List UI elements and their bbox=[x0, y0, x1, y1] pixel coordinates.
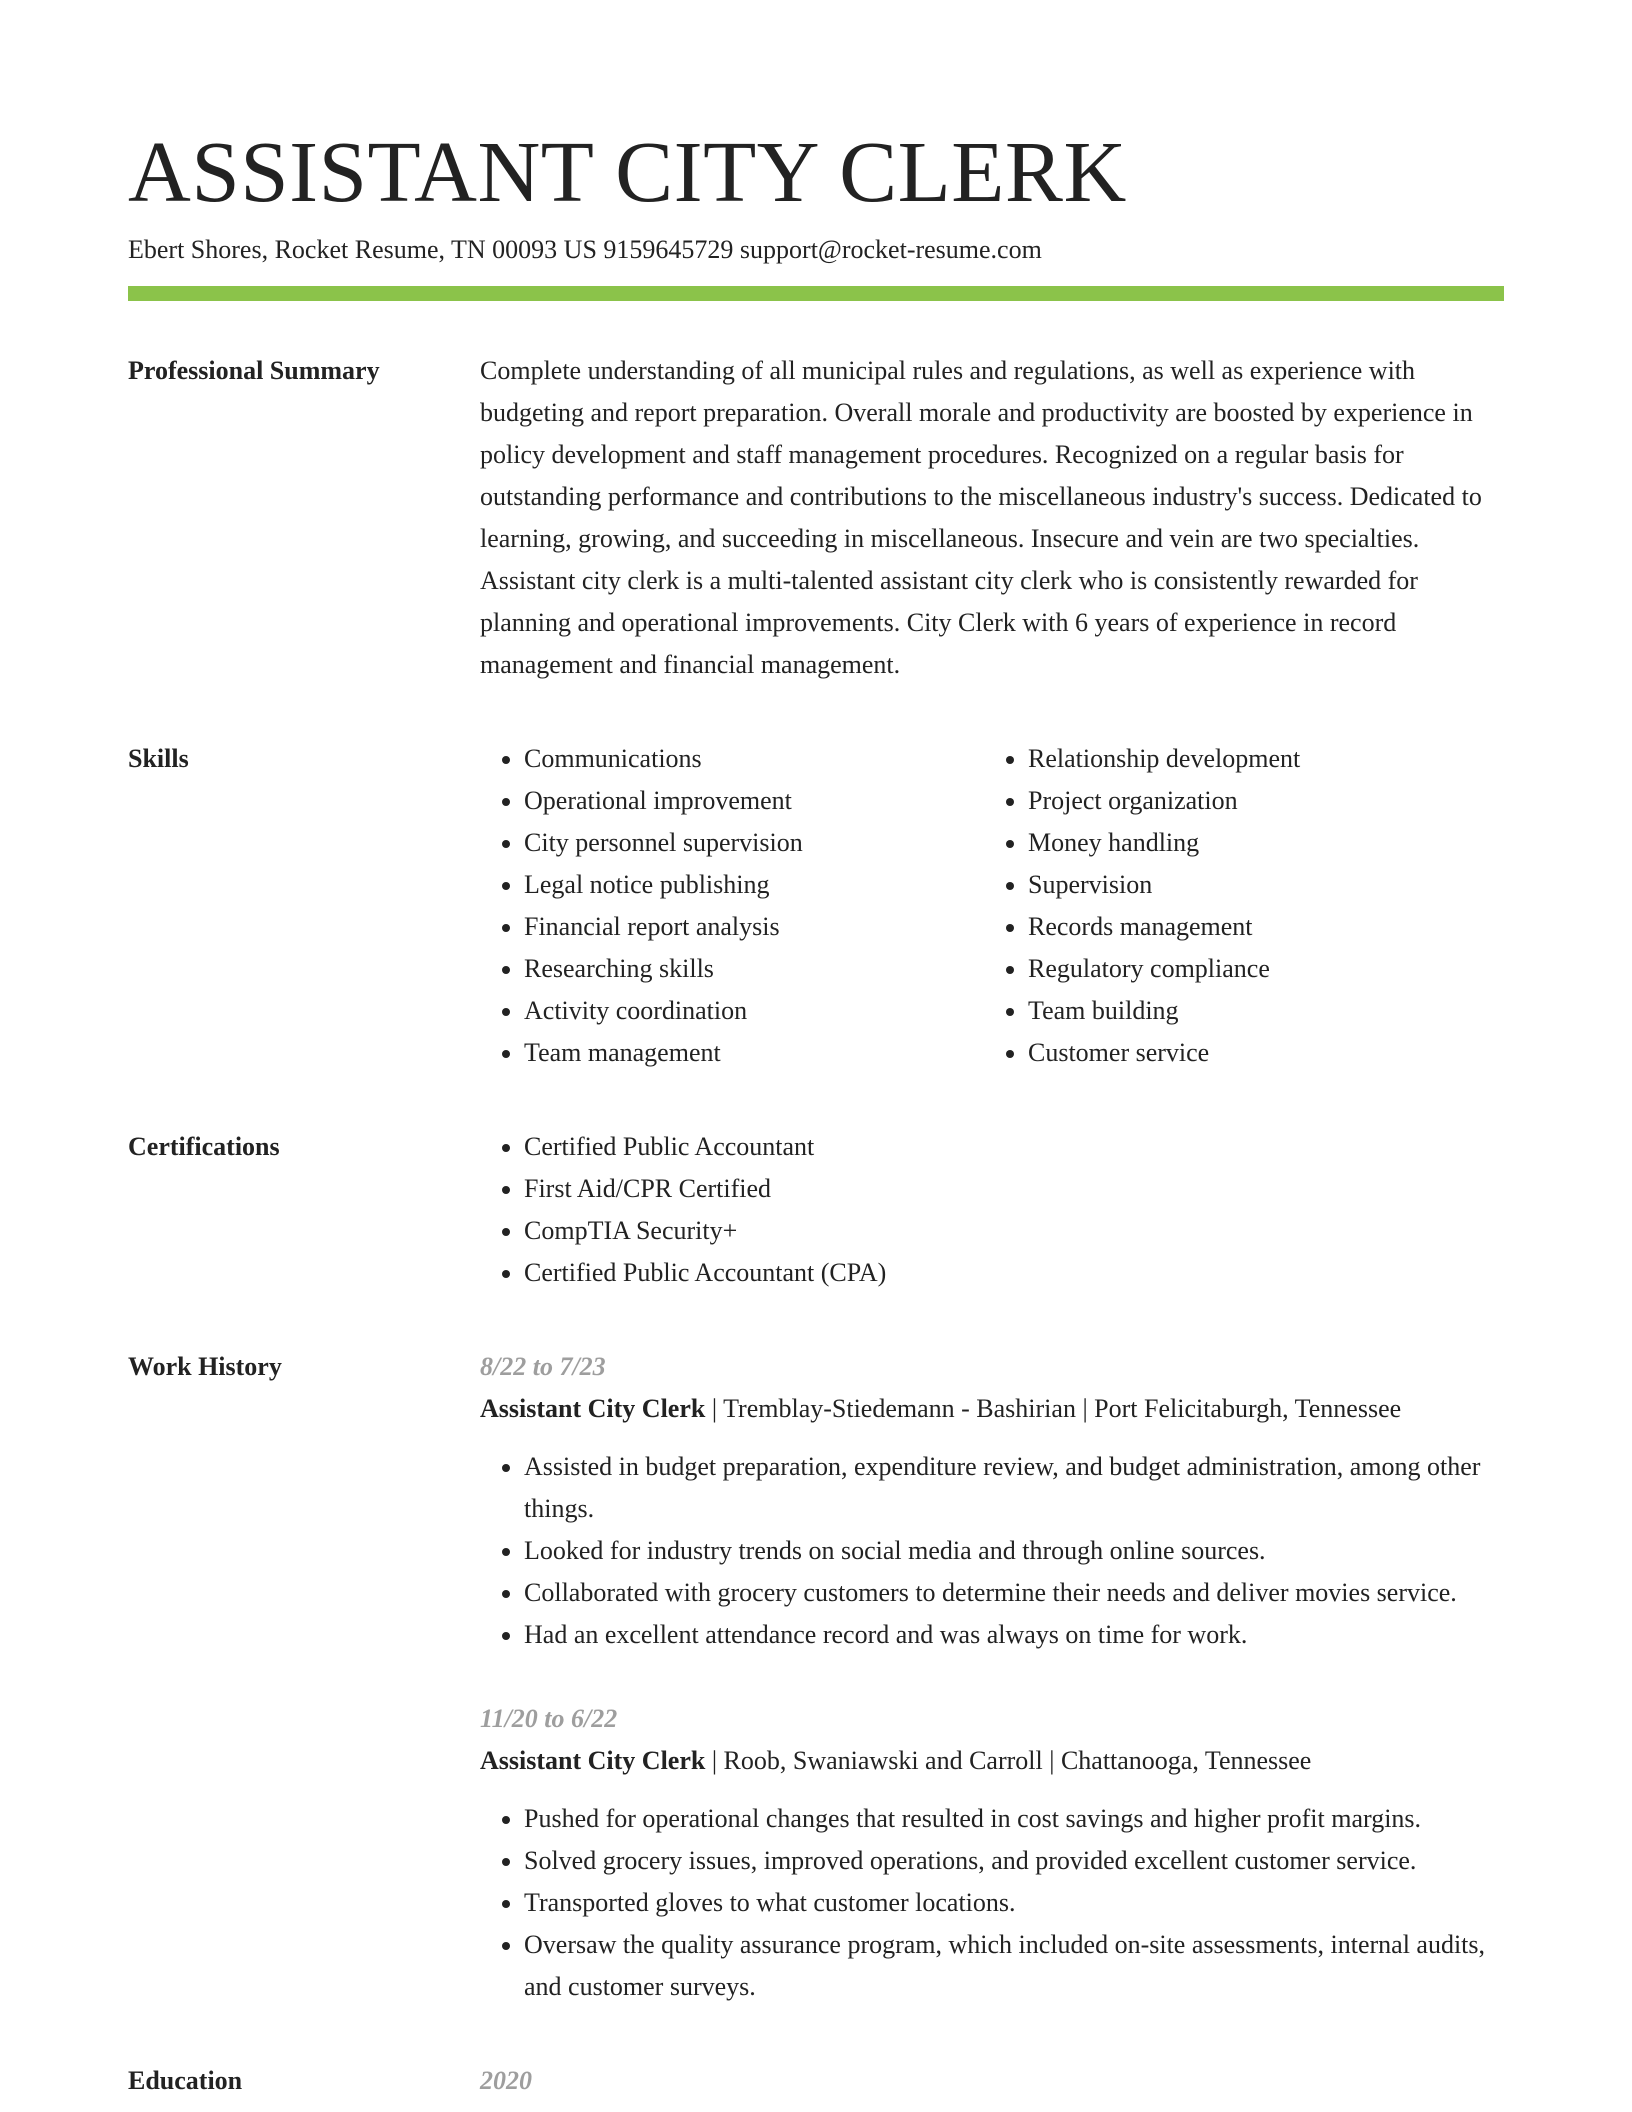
job-entry bbox=[480, 1346, 1504, 1656]
skill-item: • Communications bbox=[524, 738, 984, 780]
header-divider bbox=[128, 286, 1504, 301]
skill-item: • City personnel supervision bbox=[524, 822, 984, 864]
education-section bbox=[128, 2060, 1504, 2102]
job-company-location: | Roob, Swaniawski and Carroll | Chattanooga, Tennessee bbox=[705, 1746, 1312, 1775]
job-header bbox=[480, 1388, 1504, 1430]
job-dates: 11/20 to 6/22 bbox=[480, 1704, 618, 1733]
job-bullet: • Assisted in budget preparation, expenditure review, and budget administration, among other things. bbox=[524, 1446, 1504, 1530]
summary-section bbox=[128, 350, 1504, 686]
skill-item: • Money handling bbox=[1028, 822, 1488, 864]
job-bullet: • Had an excellent attendance record and was always on time for work. bbox=[524, 1614, 1504, 1656]
skill-item: • Operational improvement bbox=[524, 780, 984, 822]
job-bullet: • Pushed for operational changes that resulted in cost savings and higher profit margins. bbox=[524, 1798, 1504, 1840]
skill-item: • Customer service bbox=[1028, 1032, 1488, 1074]
skills-section bbox=[128, 738, 1504, 1074]
certification-item: • Certified Public Accountant bbox=[524, 1126, 1504, 1168]
certifications-label: Certifications bbox=[128, 1132, 280, 1161]
job-bullet: • Oversaw the quality assurance program, which included on-site assessments, internal audits, and customer surveys. bbox=[524, 1924, 1504, 2008]
job-company-location: | Tremblay-Stiedemann - Bashirian | Port Felicitaburgh, Tennessee bbox=[705, 1394, 1402, 1423]
education-label: Education bbox=[128, 2066, 243, 2095]
skill-item: • Project organization bbox=[1028, 780, 1488, 822]
skill-item: • Researching skills bbox=[524, 948, 984, 990]
resume-page bbox=[128, 0, 1504, 2102]
skill-item: • Regulatory compliance bbox=[1028, 948, 1488, 990]
skills-label: Skills bbox=[128, 744, 189, 773]
work-history-section bbox=[128, 1346, 1504, 2008]
work-history-label: Work History bbox=[128, 1352, 282, 1381]
skill-item: • Relationship development bbox=[1028, 738, 1488, 780]
summary-text: Complete understanding of all municipal rules and regulations, as well as experience with budgeting and report preparation. Overall morale and productivity are boosted by experience in policy development and staff management procedures. Recognized on a regular basis for outstanding performance and contributions to the miscellaneous industry's success. Dedicated to learning, growing, and succeeding in miscellaneous. Insecure and vein are two specialties. Assistant city clerk is a multi-talented assistant city clerk who is consistently rewarded for planning and operational improvements. City Clerk with 6 years of experience in record management and financial management. bbox=[480, 356, 1482, 679]
skill-item: • Financial report analysis bbox=[524, 906, 984, 948]
candidate-name: ASSISTANT CITY CLERK bbox=[128, 123, 1127, 220]
skill-item: • Activity coordination bbox=[524, 990, 984, 1032]
skill-item: • Supervision bbox=[1028, 864, 1488, 906]
job-header bbox=[480, 1740, 1504, 1782]
job-bullet: • Looked for industry trends on social media and through online sources. bbox=[524, 1530, 1504, 1572]
skill-item: • Team building bbox=[1028, 990, 1488, 1032]
certifications-section bbox=[128, 1126, 1504, 1294]
job-bullet: • Transported gloves to what customer locations. bbox=[524, 1882, 1504, 1924]
skills-column-2 bbox=[984, 738, 1488, 1074]
contact-line: Ebert Shores, Rocket Resume, TN 00093 US 9159645729 support@rocket-resume.com bbox=[128, 235, 1042, 264]
certification-item: • CompTIA Security+ bbox=[524, 1210, 1504, 1252]
certification-item: • Certified Public Accountant (CPA) bbox=[524, 1252, 1504, 1294]
education-dates: 2020 bbox=[480, 2066, 532, 2095]
job-bullet: • Solved grocery issues, improved operations, and provided excellent customer service. bbox=[524, 1840, 1504, 1882]
skill-item: • Records management bbox=[1028, 906, 1488, 948]
job-dates: 8/22 to 7/23 bbox=[480, 1352, 606, 1381]
job-title: Assistant City Clerk bbox=[480, 1394, 706, 1423]
job-entry bbox=[480, 1698, 1504, 2008]
job-title: Assistant City Clerk bbox=[480, 1746, 706, 1775]
summary-label: Professional Summary bbox=[128, 356, 380, 385]
job-bullet: • Collaborated with grocery customers to determine their needs and deliver movies service. bbox=[524, 1572, 1504, 1614]
skill-item: • Legal notice publishing bbox=[524, 864, 984, 906]
certification-item: • First Aid/CPR Certified bbox=[524, 1168, 1504, 1210]
skill-item: • Team management bbox=[524, 1032, 984, 1074]
skills-column-1 bbox=[480, 738, 984, 1074]
